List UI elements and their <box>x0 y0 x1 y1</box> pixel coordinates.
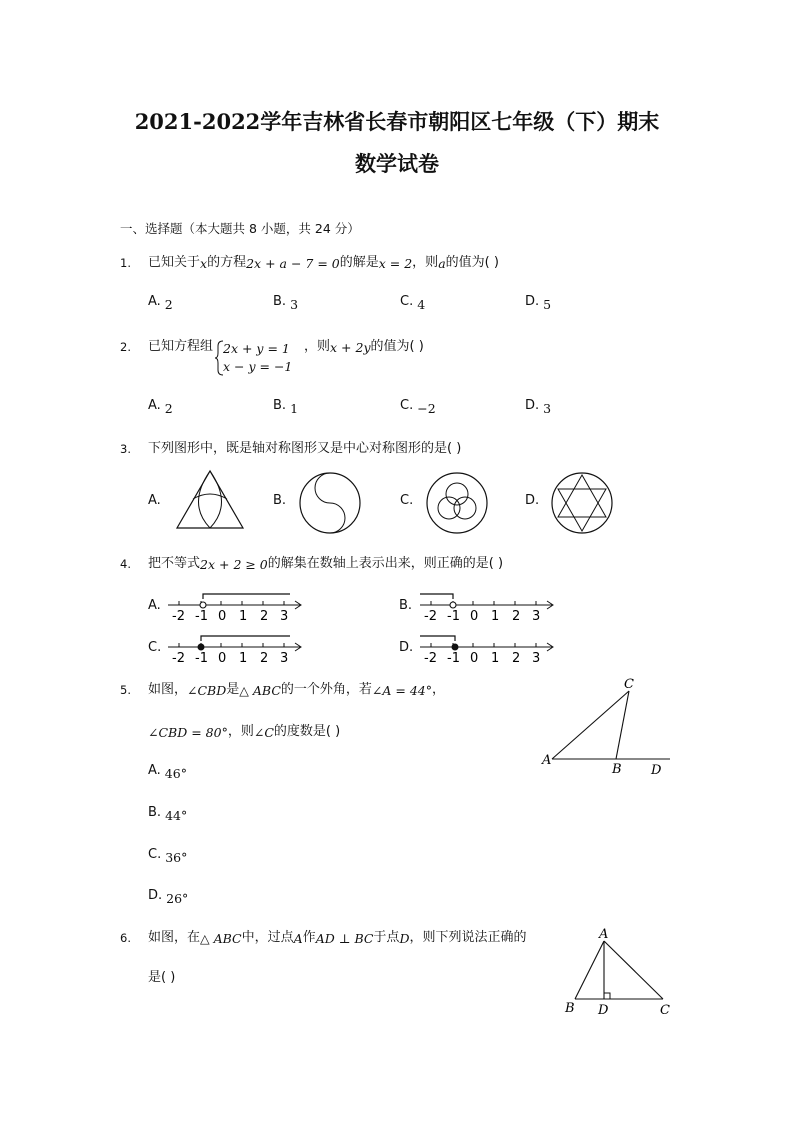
tick-label: 0 <box>218 609 227 624</box>
q2-number: 2. <box>120 340 131 354</box>
vertex-label-a: A <box>542 753 552 768</box>
q3-option-a[interactable]: A. <box>148 493 161 508</box>
q6-stem: 如图，在△ ABC中，过点A作AD ⊥ BC于点D，则下列说法正确的 <box>148 930 527 946</box>
tick-label: 0 <box>470 651 479 666</box>
tick-label: 1 <box>239 651 248 666</box>
q1-option-c[interactable]: C. 4 <box>400 294 426 312</box>
q5-number: 5. <box>120 683 131 697</box>
tick-label: -2 <box>424 651 437 666</box>
q2-stem-tail: ，则x + 2y的值为( ) <box>304 339 424 355</box>
q6-number: 6. <box>120 931 131 945</box>
q5-option-b[interactable]: B. 44° <box>148 805 188 823</box>
q4-number-line-c <box>168 632 308 670</box>
q2-equation-1: 2x + y = 1 <box>223 341 290 356</box>
q4-stem: 把不等式2x + 2 ≥ 0的解集在数轴上表示出来，则正确的是( ) <box>148 556 504 572</box>
vertex-label-c: C <box>624 677 634 692</box>
q3-figure-c-three-circles <box>425 471 489 535</box>
tick-label: -2 <box>172 651 185 666</box>
q6-stem-line2: 是( ) <box>148 970 176 985</box>
paper-title-line2: 数学试卷 <box>355 151 439 176</box>
q4-number: 4. <box>120 557 131 571</box>
tick-label: -1 <box>447 609 460 624</box>
q3-figure-a-triangle-arcs <box>175 469 245 531</box>
tick-label: -2 <box>172 609 185 624</box>
tick-label: 2 <box>260 651 269 666</box>
tick-label: 1 <box>239 609 248 624</box>
q4-number-line-a <box>168 590 308 628</box>
tick-marks <box>179 601 284 605</box>
q3-stem: 下列图形中，既是轴对称图形又是中心对称图形的是( ) <box>148 441 462 456</box>
q1-option-b[interactable]: B. 3 <box>273 294 299 312</box>
vertex-label-d: D <box>651 763 662 778</box>
vertex-label-b: B <box>565 1001 575 1016</box>
tick-label: 2 <box>260 609 269 624</box>
q3-option-c[interactable]: C. <box>400 493 414 508</box>
q4-option-d[interactable]: D. <box>399 640 414 655</box>
q2-option-a[interactable]: A. 2 <box>148 398 173 416</box>
q3-option-d[interactable]: D. <box>525 493 540 508</box>
q4-number-line-b <box>420 590 560 628</box>
tick-label: 3 <box>532 651 541 666</box>
q3-figure-d-hexagram-circle <box>550 471 614 535</box>
q2-stem: 已知方程组 <box>148 339 214 354</box>
q4-option-c[interactable]: C. <box>148 640 162 655</box>
q1-option-a[interactable]: A. 2 <box>148 294 173 312</box>
q5-triangle-figure <box>540 676 675 778</box>
tick-label: -2 <box>424 609 437 624</box>
tick-label: 0 <box>470 609 479 624</box>
vertex-label-b: B <box>612 762 622 777</box>
q4-option-a[interactable]: A. <box>148 598 161 613</box>
tick-label: -1 <box>447 651 460 666</box>
vertex-label-d: D <box>598 1003 609 1018</box>
q2-option-d[interactable]: D. 3 <box>525 398 552 416</box>
q5-option-d[interactable]: D. 26° <box>148 888 189 906</box>
tick-label: 3 <box>280 609 289 624</box>
q2-equation-2: x − y = −1 <box>223 359 293 374</box>
vertex-label-c: C <box>660 1003 670 1018</box>
tick-label: 1 <box>491 651 500 666</box>
tick-label: -1 <box>195 609 208 624</box>
q1-number: 1. <box>120 256 131 270</box>
tick-label: -1 <box>195 651 208 666</box>
q5-stem: 如图，∠CBD是△ ABC的一个外角，若∠A = 44°， <box>148 682 445 698</box>
q5-option-a[interactable]: A. 46° <box>148 763 187 781</box>
tick-label: 0 <box>218 651 227 666</box>
tick-label: 1 <box>491 609 500 624</box>
q2-option-b[interactable]: B. 1 <box>273 398 299 416</box>
q3-figure-b-taiji-circle <box>298 471 362 535</box>
q6-triangle-figure <box>560 926 680 1018</box>
tick-label: 2 <box>512 651 521 666</box>
q3-option-b[interactable]: B. <box>273 493 287 508</box>
paper-title-line1: 2021-2022学年吉林省长春市朝阳区七年级（下）期末 <box>134 109 660 134</box>
tick-label: 3 <box>532 609 541 624</box>
q5-option-c[interactable]: C. 36° <box>148 847 188 865</box>
q5-stem-line2: ∠CBD = 80°，则∠C的度数是( ) <box>148 724 341 740</box>
section-heading: 一、选择题（本大题共 8 小题，共 24 分） <box>120 221 360 236</box>
vertex-label-a: A <box>599 927 609 942</box>
tick-label: 3 <box>280 651 289 666</box>
q1-stem: 已知关于x的方程2x + a − 7 = 0的解是x = 2，则a的值为( ) <box>148 255 499 271</box>
q4-option-b[interactable]: B. <box>399 598 413 613</box>
q1-option-d[interactable]: D. 5 <box>525 294 552 312</box>
q2-option-c[interactable]: C. −2 <box>400 398 436 416</box>
q3-number: 3. <box>120 442 131 456</box>
q4-number-line-d <box>420 632 560 670</box>
tick-label: 2 <box>512 609 521 624</box>
